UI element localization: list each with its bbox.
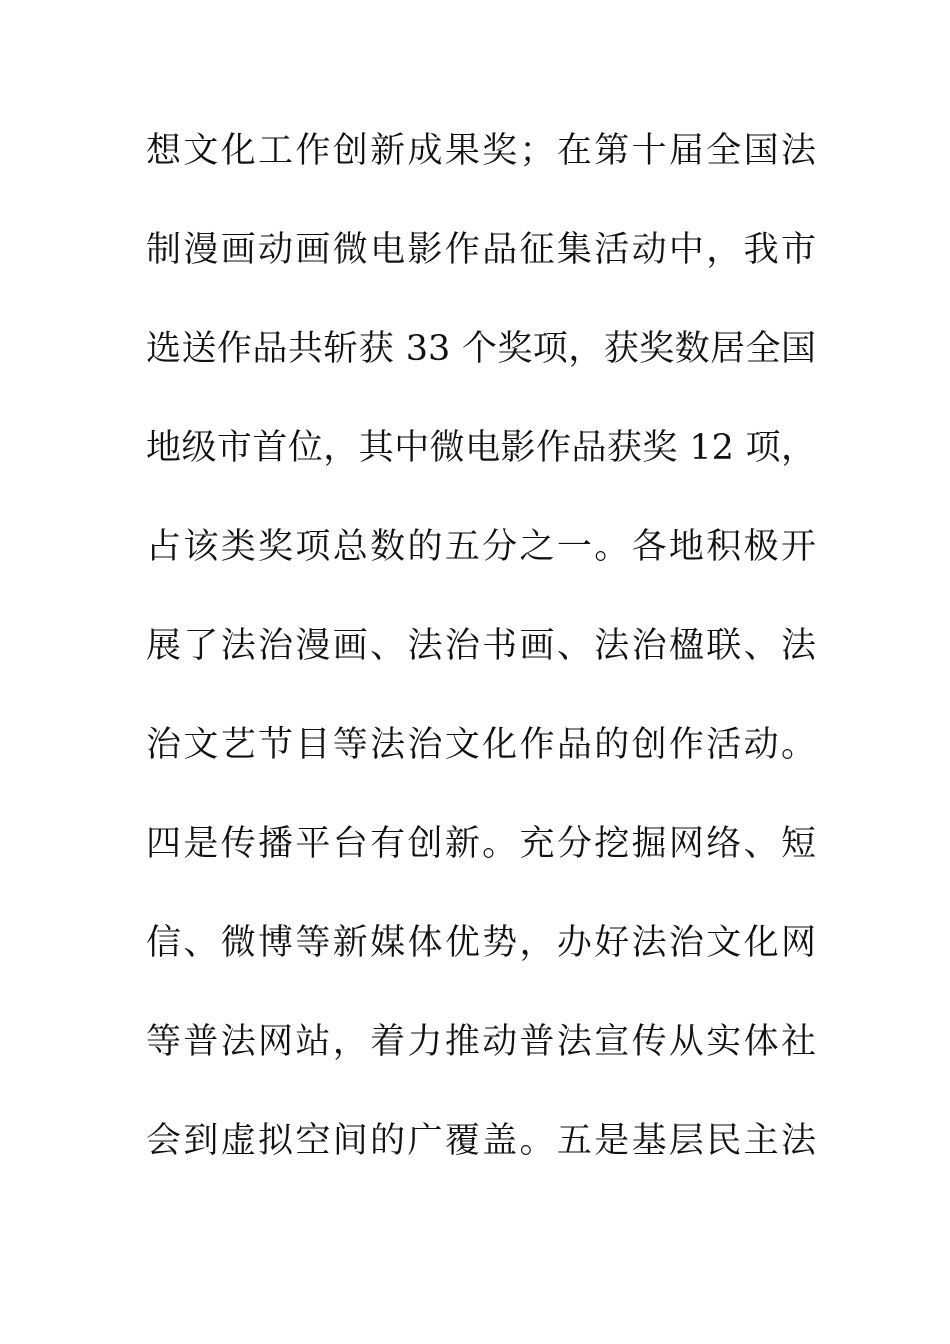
text-line-6: 展了法治漫画、法治书画、法治楹联、法: [146, 626, 816, 666]
text-line-10: 等普法网站，着力推动普法宣传从实体社: [146, 1022, 816, 1062]
body-text: [146, 121, 816, 1210]
text-line-9: 信、微博等新媒体优势，办好法治文化网: [146, 923, 816, 963]
text-line-8: 四是传播平台有创新。充分挖掘网络、短: [146, 824, 816, 864]
text-line-5: 占该类奖项总数的五分之一。各地积极开: [146, 527, 816, 567]
text-line-7: 治文艺节目等法治文化作品的创作活动。: [146, 725, 816, 765]
text-line-2: 制漫画动画微电影作品征集活动中，我市: [146, 230, 816, 270]
text-line-1: 想文化工作创新成果奖；在第十届全国法: [146, 131, 816, 171]
text-line-4: 地级市首位，其中微电影作品获奖 12 项，: [146, 428, 816, 468]
text-line-3: 选送作品共斩获 33 个奖项，获奖数居全国: [146, 329, 816, 369]
text-line-11: 会到虚拟空间的广覆盖。五是基层民主法: [146, 1121, 816, 1161]
